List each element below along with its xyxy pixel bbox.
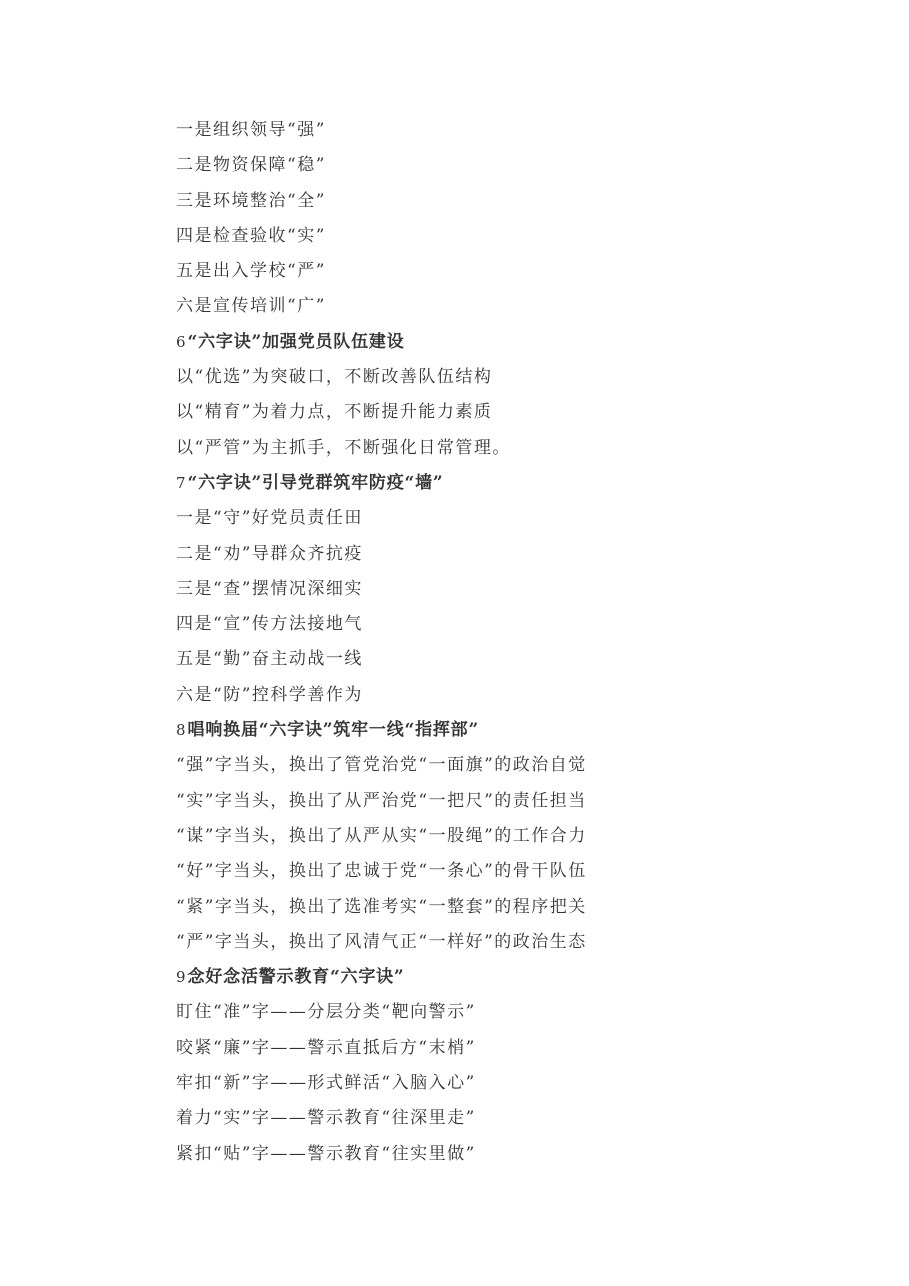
list-item: 二是物资保障“稳”	[176, 155, 326, 176]
list-item: 四是“宣”传方法接地气	[176, 614, 363, 635]
section-title: 念好念活警示教育“六字诀”	[187, 967, 405, 988]
section-number: 9	[176, 968, 186, 987]
section-8-list	[176, 748, 876, 960]
section-heading	[176, 713, 876, 748]
section-heading	[176, 960, 876, 995]
section-heading	[176, 325, 876, 360]
section-number: 7	[176, 473, 186, 492]
list-item: 以“精育”为着力点，不断提升能力素质	[176, 402, 493, 423]
list-item: 一是组织领导“强”	[176, 120, 326, 140]
section-title: “六字诀”加强党员队伍建设	[187, 331, 405, 352]
list-item: “紧”字当头，换出了选准考实“一整套”的程序把关	[176, 896, 587, 917]
section-5-list	[176, 113, 876, 325]
section-number: 8	[176, 721, 186, 740]
list-item: 盯住“准”字——分层分类“靶向警示”	[176, 1002, 476, 1023]
list-item: “好”字当头，换出了忠诚于党“一条心”的骨干队伍	[176, 861, 587, 882]
list-item: 六是宣传培训“广”	[176, 296, 326, 317]
section-9-list	[176, 995, 876, 1171]
list-item: 三是“查”摆情况深细实	[176, 578, 363, 599]
list-item: 五是出入学校“严”	[176, 261, 326, 282]
list-item: 三是环境整治“全”	[176, 190, 326, 211]
section-title: 唱响换届“六字诀”筑牢一线“指挥部”	[187, 720, 480, 741]
section-number: 6	[176, 332, 186, 351]
section-7-list	[176, 501, 876, 713]
list-item: 以“严管”为主抓手，不断强化日常管理。	[176, 437, 511, 458]
list-item: “实”字当头，换出了从严治党“一把尺”的责任担当	[176, 790, 587, 811]
list-item: 二是“劝”导群众齐抗疫	[176, 543, 363, 564]
list-item: 四是检查验收“实”	[176, 225, 326, 246]
list-item: 一是“守”好党员责任田	[176, 508, 363, 529]
section-heading	[176, 466, 876, 501]
section-title: “六字诀”引导党群筑牢防疫“墙”	[187, 472, 444, 493]
list-item: 咬紧“廉”字——警示直抵后方“末梢”	[176, 1037, 476, 1058]
list-item: 以“优选”为突破口，不断改善队伍结构	[176, 367, 493, 388]
list-item: 六是“防”控科学善作为	[176, 684, 363, 705]
list-item: 五是“勤”奋主动战一线	[176, 649, 363, 670]
list-item: 牢扣“新”字——形式鲜活“入脑入心”	[176, 1073, 476, 1094]
section-6-list	[176, 360, 876, 466]
list-item: 紧扣“贴”字——警示教育“往实里做”	[176, 1143, 476, 1164]
list-item: “谋”字当头，换出了从严从实“一股绳”的工作合力	[176, 825, 587, 846]
list-item: 着力“实”字——警示教育“往深里走”	[176, 1108, 476, 1129]
document-body	[176, 113, 876, 1172]
list-item: “严”字当头，换出了风清气正“一样好”的政治生态	[176, 931, 587, 952]
list-item: “强”字当头，换出了管党治党“一面旗”的政治自觉	[176, 755, 587, 776]
